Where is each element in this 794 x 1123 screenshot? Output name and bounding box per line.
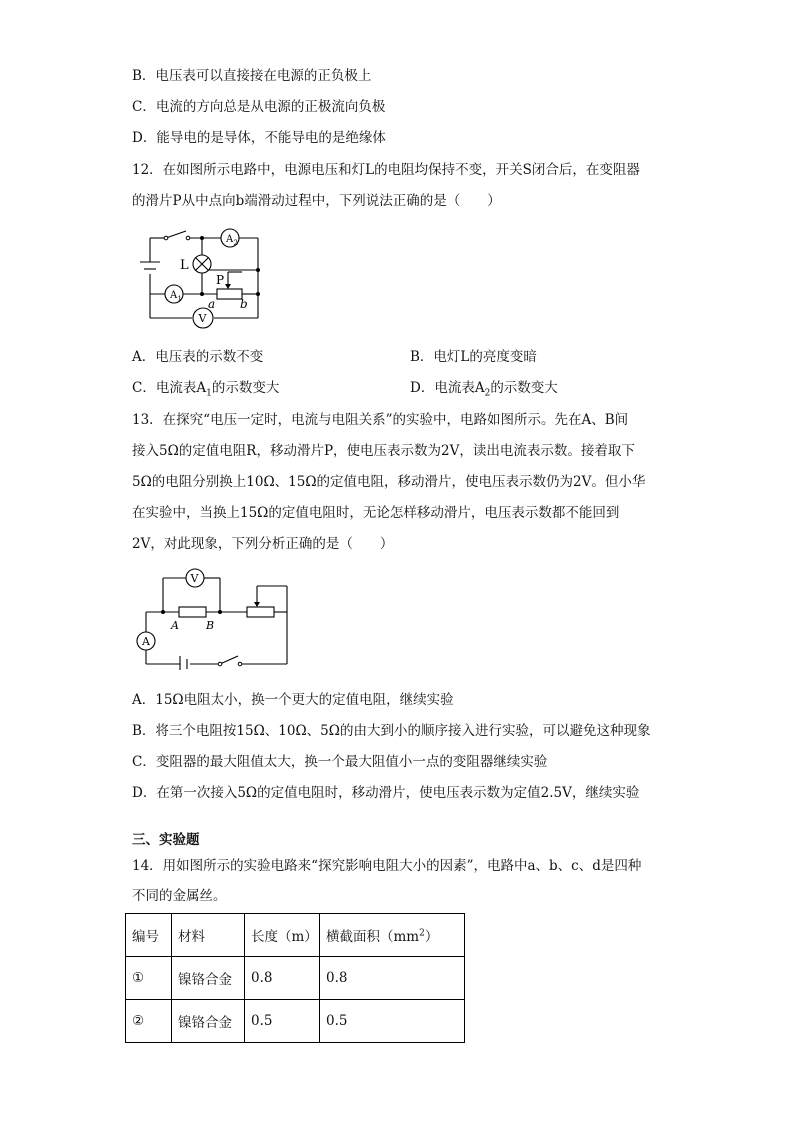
q12-fig-a1-sub: 1 [177,295,182,303]
table-row [126,957,465,1000]
area-header-close: ） [424,929,439,945]
q12-stem-line1: 12．在如图所示电路中，电源电压和灯L的电阻均保持不变，开关S闭合后，在变阻器 [132,162,640,178]
q13-option-b: B．将三个电阻按15Ω、10Ω、5Ω的由大到小的顺序接入进行实验，可以避免这种现象 [132,723,651,739]
q12-option-c-post: 的示数变大 [211,380,280,396]
q14-data-table [125,913,465,1043]
table-cell: 0.8 [320,957,465,1000]
q12-option-c [132,378,279,404]
table-header-cell: 长度（m） [245,914,320,957]
q13-option-c: C．变阻器的最大阻值太大，换一个最大阻值小一点的变阻器继续实验 [132,754,548,770]
table-header-cell: 材料 [172,914,245,957]
table-row [126,1000,465,1043]
q12-fig-lamp-label: L [180,258,189,273]
q12-fig-a1-label: A [170,290,178,301]
q11-option-d: D．能导电的是导体，不能导电的是绝缘体 [132,130,386,146]
q13-fig-label-b: B [206,619,215,632]
q13-option-d: D．在第一次接入5Ω的定值电阻时，移动滑片，使电压表示数为定值2.5V，继续实验 [132,785,640,801]
q13-stem-line1: 13．在探究“电压一定时，电流与电阻关系”的实验中，电路如图所示。先在A、B间 [132,412,629,428]
q13-stem-line3: 5Ω的电阻分别换上10Ω、15Ω的定值电阻，移动滑片，使电压表示数仍为2V。但小华 [132,474,646,490]
table-cell: 0.5 [320,1000,465,1043]
q12-option-b: B．电灯L的亮度变暗 [410,349,537,365]
q12-fig-end-b: b [240,297,248,311]
q13-stem-line5: 2V，对此现象，下列分析正确的是（ ） [132,536,394,552]
q12-option-d-sub: 2 [484,388,491,399]
q13-stem-line4: 在实验中，当换上15Ω的定值电阻时，无论怎样移动滑片，电压表示数都不能回到 [132,505,620,521]
q12-option-d-post: 的示数变大 [490,380,558,396]
q11-option-b: B．电压表可以直接接在电源的正负极上 [132,68,372,84]
table-cell: ① [126,957,172,1000]
q12-stem-line2: 的滑片P从中点向b端滑动过程中，下列说法正确的是（ ） [132,193,501,209]
q12-fig-voltmeter-label: V [198,312,207,325]
area-header-sup: 2 [419,928,425,939]
q13-option-a: A．15Ω电阻太小，换一个更大的定值电阻，继续实验 [132,692,454,708]
table-header-row [126,914,465,957]
q12-option-c-sub: 1 [206,388,212,399]
q13-fig-voltmeter-label: V [190,572,199,585]
q12-option-d [410,378,558,404]
q12-fig-a2-label: A [226,234,234,245]
q12-fig-end-a: a [208,297,216,311]
q13-stem-line2: 接入5Ω的定值电阻R，移动滑片P，使电压表示数为2V，读出电流表示数。接着取下 [132,443,635,459]
q12-option-c-pre: C．电流表A [132,380,207,396]
q13-fig-label-a: A [171,619,179,632]
table-header-cell-area [320,914,465,957]
q12-option-a: A．电压表的示数不变 [132,349,264,365]
q14-stem-line2: 不同的金属丝。 [132,888,227,904]
q12-fig-a2-sub: 2 [233,239,238,247]
area-header-text: 横截面积（mm [326,929,420,945]
table-cell: 0.5 [245,1000,320,1043]
table-cell: 0.8 [245,957,320,1000]
section-title-experiment: 三、实验题 [132,832,200,848]
q14-stem-line1: 14．用如图所示的实验电路来“探究影响电阻大小的因素”，电路中a、b、c、d是四种 [132,858,642,874]
table-header-cell: 编号 [126,914,172,957]
q12-fig-slider-label: P [216,273,225,287]
q12-option-d-pre: D．电流表A [410,380,485,396]
table-cell: 镍铬合金 [172,957,245,1000]
q11-option-c: C．电流的方向总是从电源的正极流向负极 [132,99,386,115]
q12-circuit-diagram [130,222,270,332]
q13-fig-ammeter-label: A [142,635,150,648]
q13-circuit-diagram [130,566,295,670]
table-cell: ② [126,1000,172,1043]
table-cell: 镍铬合金 [172,1000,245,1043]
